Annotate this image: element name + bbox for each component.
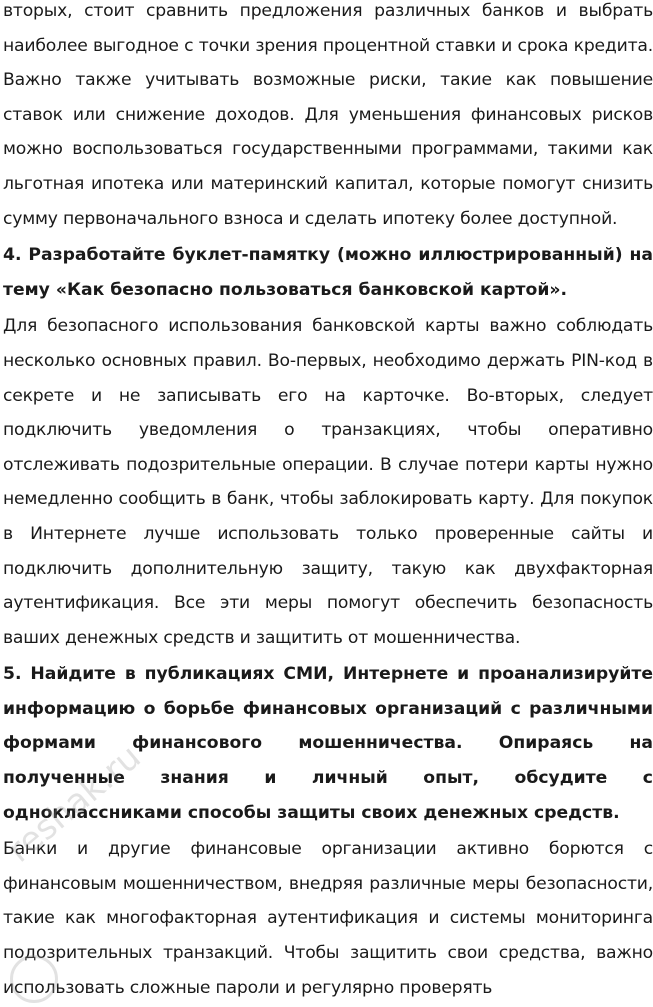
task-4-heading: 4. Разработайте буклет-памятку (можно иллюстрированный) на тему «Как безопасно пользоваться банковской картой». [3, 245, 653, 300]
task-5-heading: 5. Найдите в публикациях СМИ, Интернете и проанализируйте информацию о борьбе финансовых организаций с различными формами финансового мошенничества. Опираясь на полученные знания и личный опыт, обсудите с одноклассниками способы защиты своих денежных средств. [3, 664, 653, 823]
watermark-logo-icon [10, 955, 58, 1003]
paragraph-mortgage-continued: вторых, стоит сравнить предложения различных банков и выбрать наиболее выгодное с точки зрения процентной ставки и срока кредита. Важно также учитывать возможные риски, такие как повышение ставок или снижение доходов. Для уменьшения финансовых рисков можно воспользоваться государственными программами, такими как льготная ипотека или материнский капитал, которые помогут снизить сумму первоначального взноса и сделать ипотеку более доступной. [3, 1, 653, 229]
paragraph-card-safety: Для безопасного использования банковской карты важно соблюдать несколько основных правил. Во-первых, необходимо держать PIN-код в секрете и не записывать его на карточке. Во-вторых, следует подключить уведомления о транзакциях, чтобы оперативно отслеживать подозрительные операции. В случае потери карты нужно немедленно сообщить в банк, чтобы заблокировать карту. Для покупок в Интернете лучше использовать только проверенные сайты и подключить дополнительную защиту, такую как двухфакторная аутентификация. Все эти меры помогут обеспечить безопасность ваших денежных средств и защитить от мошенничества. [3, 316, 653, 648]
document-page [3, 0, 653, 1005]
watermark-text: reshak.ru [0, 736, 149, 871]
paragraph-fraud-protection: Банки и другие финансовые организации активно борются с финансовым мошенничеством, внедряя различные меры безопасности, такие как многофакторная аутентификация и системы мониторинга подозрительных транзакций. Чтобы защитить свои средства, важно использовать сложные пароли и регулярно проверять [3, 839, 653, 998]
